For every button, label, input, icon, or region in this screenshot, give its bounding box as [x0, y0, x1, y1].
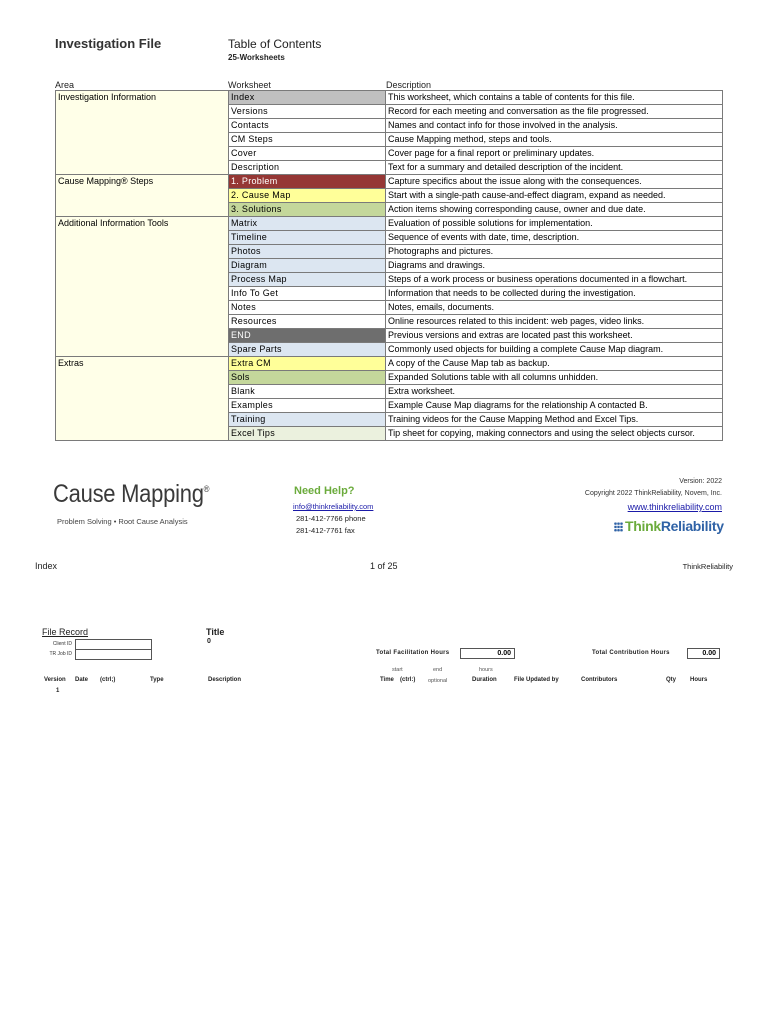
record-title-label: Title [206, 627, 225, 637]
col-ctrl-date: (ctrl;) [100, 677, 116, 683]
worksheet-description: Names and contact info for those involved in the analysis. [386, 119, 723, 133]
column-header-worksheet: Worksheet [228, 80, 271, 90]
tr-logo-think: Think [625, 518, 661, 534]
thinkreliability-logo [614, 518, 724, 534]
help-fax: 281-412-7761 fax [296, 526, 355, 535]
worksheet-description: A copy of the Cause Map tab as backup. [386, 357, 723, 371]
dots-icon [614, 522, 623, 532]
worksheet-description: Steps of a work process or business operations documented in a flowchart. [386, 273, 723, 287]
logo-text: Cause Mapping [53, 480, 204, 508]
worksheet-link[interactable]: Info To Get [229, 287, 386, 301]
record-title-value: 0 [207, 638, 211, 645]
toc-row [56, 357, 723, 371]
worksheet-link[interactable]: Spare Parts [229, 343, 386, 357]
website-link[interactable]: www.thinkreliability.com [627, 502, 722, 512]
worksheet-description: Cover page for a final report or preliminary updates. [386, 147, 723, 161]
worksheet-description: Diagrams and drawings. [386, 259, 723, 273]
col-hours: Hours [690, 677, 708, 683]
logo-tagline: Problem Solving • Root Cause Analysis [57, 517, 188, 526]
worksheet-description: Information that needs to be collected during the investigation. [386, 287, 723, 301]
worksheet-link[interactable]: Cover [229, 147, 386, 161]
sub-hours: hours [479, 667, 493, 673]
toc-table [55, 90, 723, 441]
first-row-version: 1 [56, 688, 60, 694]
col-updated-by: File Updated by [514, 677, 559, 683]
worksheet-description: Evaluation of possible solutions for implementation. [386, 217, 723, 231]
tr-logo-reliability: Reliability [660, 518, 724, 534]
col-optional: optional [428, 678, 448, 684]
document-title: Investigation File [55, 36, 162, 51]
worksheet-description: Online resources related to this incident: web pages, video links. [386, 315, 723, 329]
col-time: Time [380, 677, 394, 683]
worksheet-link[interactable]: 3. Solutions [229, 203, 386, 217]
total-contribution-value: 0.00 [687, 648, 720, 659]
tr-job-id-label: TR Job ID [49, 651, 72, 657]
toc-row [56, 217, 723, 231]
sub-start: start [392, 667, 403, 673]
worksheet-link[interactable]: Contacts [229, 119, 386, 133]
total-contribution-label: Total Contribution Hours [592, 650, 670, 656]
worksheet-link[interactable]: Versions [229, 105, 386, 119]
help-email-link[interactable]: info@thinkreliability.com [293, 502, 374, 511]
worksheet-description: Record for each meeting and conversation as the file progressed. [386, 105, 723, 119]
worksheet-link[interactable]: Notes [229, 301, 386, 315]
cause-mapping-logo [53, 480, 209, 509]
worksheet-link[interactable]: Description [229, 161, 386, 175]
worksheet-description: Action items showing corresponding cause, owner and due date. [386, 203, 723, 217]
sub-end: end [433, 667, 443, 673]
worksheet-link[interactable]: 2. Cause Map [229, 189, 386, 203]
area-cell: Investigation Information [56, 91, 229, 175]
worksheet-description: Extra worksheet. [386, 385, 723, 399]
footer-company: ThinkReliability [682, 562, 733, 571]
worksheet-link[interactable]: Sols [229, 371, 386, 385]
worksheet-description: Capture specifics about the issue along with the consequences. [386, 175, 723, 189]
footer-page-number: 1 of 25 [370, 561, 398, 571]
worksheet-link[interactable]: Resources [229, 315, 386, 329]
toc-row [56, 91, 723, 105]
worksheet-description: Expanded Solutions table with all columns unhidden. [386, 371, 723, 385]
worksheet-link[interactable]: Process Map [229, 273, 386, 287]
logo-reg-mark: ® [203, 484, 210, 494]
worksheet-description: Sequence of events with date, time, description. [386, 231, 723, 245]
worksheet-link[interactable]: Blank [229, 385, 386, 399]
col-version: Version [44, 677, 66, 683]
worksheet-link[interactable]: Index [229, 91, 386, 105]
worksheet-link[interactable]: CM Steps [229, 133, 386, 147]
toc-subtitle: 25-Worksheets [228, 53, 285, 62]
worksheet-description: Commonly used objects for building a complete Cause Map diagram. [386, 343, 723, 357]
worksheet-description: Cause Mapping method, steps and tools. [386, 133, 723, 147]
area-cell: Extras [56, 357, 229, 441]
tr-job-id-field[interactable] [75, 649, 152, 660]
footer-sheet-name: Index [35, 561, 58, 571]
help-phone: 281-412-7766 phone [296, 514, 366, 523]
worksheet-link[interactable]: 1. Problem [229, 175, 386, 189]
total-facilitation-value: 0.00 [460, 648, 515, 659]
worksheet-link[interactable]: Photos [229, 245, 386, 259]
col-contributors: Contributors [581, 677, 618, 683]
column-header-area: Area [55, 80, 75, 90]
file-record-title: File Record [42, 627, 89, 637]
toc-row [56, 175, 723, 189]
worksheet-link[interactable]: Examples [229, 399, 386, 413]
worksheet-description: Previous versions and extras are located past this worksheet. [386, 329, 723, 343]
worksheet-link[interactable]: Training [229, 413, 386, 427]
copyright-label: Copyright 2022 ThinkReliability, Novem, Inc. [584, 490, 722, 497]
col-qty: Qty [666, 677, 677, 683]
worksheet-description: Training videos for the Cause Mapping Method and Excel Tips. [386, 413, 723, 427]
toc-title: Table of Contents [228, 37, 322, 51]
worksheet-description: Photographs and pictures. [386, 245, 723, 259]
worksheet-link[interactable]: Excel Tips [229, 427, 386, 441]
version-label: Version: 2022 [679, 478, 722, 485]
worksheet-description: Text for a summary and detailed description of the incident. [386, 161, 723, 175]
total-facilitation-label: Total Facilitation Hours [376, 650, 450, 656]
col-duration: Duration [472, 677, 497, 683]
worksheet-description: Example Cause Map diagrams for the relationship A contacted B. [386, 399, 723, 413]
worksheet-link[interactable]: END [229, 329, 386, 343]
area-cell: Cause Mapping® Steps [56, 175, 229, 217]
col-description: Description [208, 677, 242, 683]
help-title: Need Help? [294, 485, 355, 497]
worksheet-description: Tip sheet for copying, making connectors and using the select objects cursor. [386, 427, 723, 441]
worksheet-link[interactable]: Extra CM [229, 357, 386, 371]
column-header-description: Description [386, 80, 432, 90]
worksheet-description: Start with a single-path cause-and-effect diagram, expand as needed. [386, 189, 723, 203]
worksheet-link[interactable]: Matrix [229, 217, 386, 231]
worksheet-description: Notes, emails, documents. [386, 301, 723, 315]
client-id-label: Client ID [52, 641, 72, 647]
col-ctrl-time: (ctrl:) [400, 677, 416, 683]
area-cell: Additional Information Tools [56, 217, 229, 357]
col-date: Date [75, 677, 89, 683]
worksheet-link[interactable]: Diagram [229, 259, 386, 273]
worksheet-description: This worksheet, which contains a table of contents for this file. [386, 91, 723, 105]
col-type: Type [150, 677, 164, 683]
worksheet-link[interactable]: Timeline [229, 231, 386, 245]
